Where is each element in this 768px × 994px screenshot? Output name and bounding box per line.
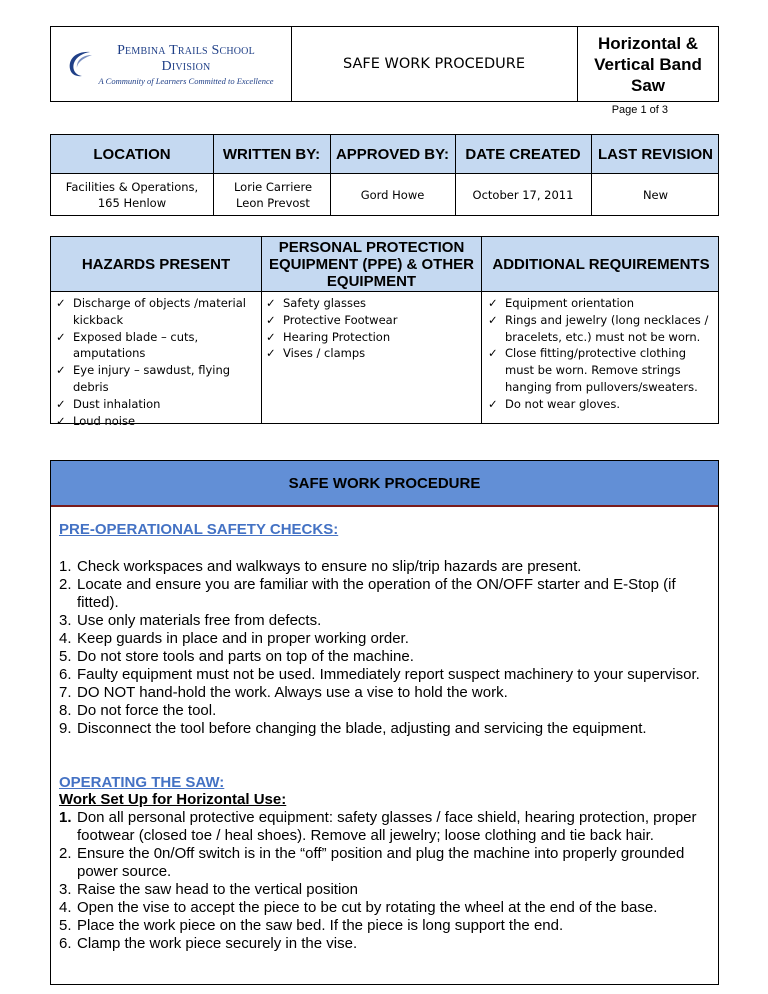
list-item: ✓ Vises / clamps: [266, 346, 366, 361]
list-item: 4. Open the vise to accept the piece to be cut by rotating the wheel at the end of the base.: [59, 899, 658, 916]
list-item: 3. Use only materials free from defects.: [59, 612, 322, 629]
last-revision-header: LAST REVISION: [597, 145, 713, 163]
list-item: ✓ Discharge of objects /material kickback: [56, 296, 246, 327]
list-item: ✓ Equipment orientation: [488, 296, 634, 310]
location-header: LOCATION: [93, 145, 171, 163]
approved-by-header: APPROVED BY:: [335, 145, 450, 163]
check-icon: ✓: [488, 346, 498, 361]
procedure-title: SAFE WORK PROCEDURE: [51, 461, 718, 507]
list-item: 6. Clamp the work piece securely in the vise.: [59, 935, 358, 952]
check-icon: ✓: [56, 329, 66, 344]
school-division-logo: [66, 43, 276, 86]
list-item: 6. Faulty equipment must not be used. Immediately report suspect machinery to your supervisor.: [59, 666, 700, 683]
doc-title: Horizontal & Vertical Band Saw: [594, 33, 702, 95]
list-item: ✓ Hearing Protection: [266, 329, 391, 344]
list-item: ✓ Close fitting/protective clothing must be worn. Remove strings hanging from pullovers/sweaters.: [488, 346, 698, 394]
list-item: ✓ Safety glasses: [266, 296, 367, 310]
check-icon: ✓: [56, 363, 66, 378]
ppe-list: [266, 295, 476, 362]
info-table: [50, 134, 719, 216]
pre-checks-title: PRE-OPERATIONAL SAFETY CHECKS:: [59, 521, 339, 538]
operating-title: OPERATING THE SAW:: [59, 774, 225, 791]
list-item: ✓ Loud noise: [56, 413, 136, 428]
operating-subtitle: Work Set Up for Horizontal Use:: [59, 791, 287, 808]
list-item: 7. DO NOT hand-hold the work. Always use a vise to hold the work.: [59, 684, 508, 701]
check-icon: ✓: [488, 296, 498, 310]
check-icon: ✓: [56, 296, 66, 310]
list-item: 1. Don all personal protective equipment: safety glasses / face shield, hearing protection, proper footwear (closed toe / heal shoes). Remove all jewelry; loose clothing and tie back hair.: [59, 809, 697, 844]
approved-by-value: Gord Howe: [360, 188, 425, 202]
check-icon: ✓: [56, 413, 66, 428]
document-header: [50, 26, 719, 102]
logo-tagline: A Community of Learners Committed to Excellence: [98, 75, 274, 86]
logo-name: Pembina Trails School Division: [117, 42, 255, 74]
list-item: ✓ Eye injury – sawdust, flying debris: [56, 363, 231, 394]
list-item: 1. Check workspaces and walkways to ensure no slip/trip hazards are present.: [59, 558, 582, 575]
procedure-content: [59, 521, 709, 953]
hazards-list: [56, 295, 252, 429]
last-revision-value: New: [642, 188, 669, 202]
list-item: 8. Do not force the tool.: [59, 702, 217, 719]
date-created-header: DATE CREATED: [465, 145, 581, 163]
swoosh-logo-icon: [66, 49, 94, 79]
hazards-header: HAZARDS PRESENT: [81, 255, 231, 273]
list-item: 5. Do not store tools and parts on top of the machine.: [59, 648, 414, 665]
list-item: 3. Raise the saw head to the vertical position: [59, 881, 358, 898]
page-number: Page 1 of 3: [611, 104, 668, 116]
check-icon: ✓: [266, 329, 276, 344]
list-item: ✓ Protective Footwear: [266, 312, 398, 327]
date-created-value: October 17, 2011: [472, 188, 574, 202]
check-icon: ✓: [266, 312, 276, 327]
list-item: ✓ Do not wear gloves.: [488, 396, 621, 411]
written-by-value: Lorie Carriere Leon Prevost: [233, 180, 313, 210]
list-item: 2. Locate and ensure you are familiar with the operation of the ON/OFF starter and E-Stop (if fitted).: [59, 576, 676, 611]
check-icon: ✓: [266, 346, 276, 361]
procedure-box: [50, 460, 719, 985]
list-item: ✓ Dust inhalation: [56, 396, 161, 411]
additional-list: [488, 295, 714, 413]
doc-type: SAFE WORK PROCEDURE: [291, 27, 578, 101]
operating-list: [59, 809, 709, 953]
logo-cell: [51, 27, 292, 101]
list-item: 5. Place the work piece on the saw bed. If the piece is long support the end.: [59, 917, 564, 934]
pre-checks-list: [59, 558, 709, 738]
check-icon: ✓: [56, 396, 66, 411]
list-item: 9. Disconnect the tool before changing the blade, adjusting and servicing the equipment.: [59, 720, 647, 737]
check-icon: ✓: [488, 396, 498, 411]
list-item: 4. Keep guards in place and in proper working order.: [59, 630, 409, 647]
list-item: ✓ Exposed blade – cuts, amputations: [56, 329, 199, 361]
written-by-header: WRITTEN BY:: [222, 145, 321, 163]
additional-header: ADDITIONAL REQUIREMENTS: [492, 255, 710, 273]
location-value: Facilities & Operations, 165 Henlow: [65, 180, 199, 210]
check-icon: ✓: [488, 312, 498, 327]
list-item: ✓ Rings and jewelry (long necklaces / bracelets, etc.) must not be worn.: [488, 312, 709, 344]
list-item: 2. Ensure the 0n/Off switch is in the “off” position and plug the machine into properly grounded power source.: [59, 845, 685, 880]
hazards-table: [50, 236, 719, 428]
check-icon: ✓: [266, 296, 276, 310]
ppe-header: PERSONAL PROTECTION EQUIPMENT (PPE) & OTHER EQUIPMENT: [268, 238, 474, 290]
